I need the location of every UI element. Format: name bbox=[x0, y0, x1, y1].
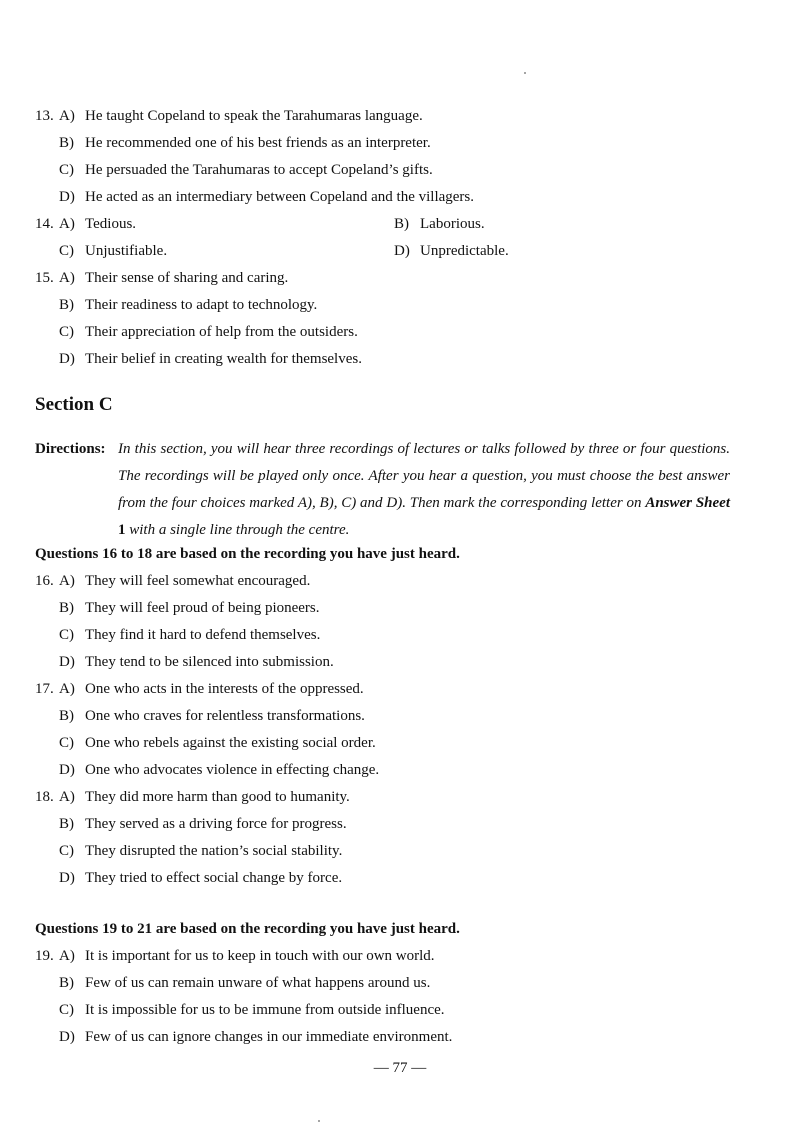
option-text: They tend to be silenced into submission. bbox=[85, 654, 334, 670]
option-text: Their sense of sharing and caring. bbox=[85, 270, 289, 286]
option-letter: D) bbox=[59, 1029, 75, 1045]
option-text: They did more harm than good to humanity. bbox=[85, 789, 350, 805]
option-text: Unjustifiable. bbox=[85, 243, 168, 259]
option-text: He recommended one of his best friends as an interpreter. bbox=[85, 135, 431, 151]
option-letter: D) bbox=[59, 870, 75, 886]
option-text: They tried to effect social change by force. bbox=[85, 870, 343, 886]
q19-option-c bbox=[59, 997, 445, 1024]
question-number: 19. bbox=[35, 948, 54, 964]
option-letter: D) bbox=[59, 351, 75, 367]
directions-part1: In this section, you will hear three recordings of lectures or talks followed by three or four questions. The recordings will be played only once. After you hear a question, you must choose the best answer from the four choices marked A), B), C) and D). Then mark the corresponding letter on bbox=[118, 441, 730, 511]
option-text: Few of us can ignore changes in our immediate environment. bbox=[85, 1029, 453, 1045]
q18-option-b bbox=[59, 811, 347, 838]
question-number: 14. bbox=[35, 216, 54, 232]
q19-option-d bbox=[59, 1024, 452, 1051]
option-letter: D) bbox=[59, 762, 75, 778]
option-text: It is impossible for us to be immune from outside influence. bbox=[85, 1002, 445, 1018]
option-letter: A) bbox=[59, 948, 75, 964]
option-letter: B) bbox=[59, 297, 74, 313]
option-text: Their belief in creating wealth for themselves. bbox=[85, 351, 362, 367]
question-number: 16. bbox=[35, 573, 54, 589]
option-text: They will feel proud of being pioneers. bbox=[85, 600, 320, 616]
group2-heading: Questions 19 to 21 are based on the recording you have just heard. bbox=[35, 921, 460, 937]
option-text: He taught Copeland to speak the Tarahumaras language. bbox=[85, 108, 423, 124]
directions-label: Directions: bbox=[35, 441, 106, 457]
option-letter: C) bbox=[59, 1002, 74, 1018]
q13-option-d bbox=[59, 184, 474, 211]
option-text: They find it hard to defend themselves. bbox=[85, 627, 321, 643]
q17-option-b bbox=[59, 703, 365, 730]
option-letter: B) bbox=[394, 216, 409, 232]
scan-speck bbox=[524, 72, 526, 74]
option-letter: B) bbox=[59, 708, 74, 724]
q16-option-b bbox=[59, 595, 320, 622]
answer-sheet-label: Answer Sheet bbox=[645, 495, 730, 511]
option-letter: B) bbox=[59, 135, 74, 151]
option-text: Their appreciation of help from the outsiders. bbox=[85, 324, 358, 340]
option-text: Their readiness to adapt to technology. bbox=[85, 297, 318, 313]
option-letter: A) bbox=[59, 573, 75, 589]
option-letter: B) bbox=[59, 975, 74, 991]
question-number: 13. bbox=[35, 108, 54, 124]
option-text: One who craves for relentless transformations. bbox=[85, 708, 365, 724]
q15-option-d bbox=[59, 346, 362, 373]
q14-option-c bbox=[59, 238, 167, 265]
q16-option-c bbox=[59, 622, 320, 649]
option-letter: B) bbox=[59, 816, 74, 832]
q18-option-c bbox=[59, 838, 342, 865]
option-letter: C) bbox=[59, 843, 74, 859]
option-letter: C) bbox=[59, 735, 74, 751]
option-text: Few of us can remain unware of what happens around us. bbox=[85, 975, 431, 991]
question-number: 17. bbox=[35, 681, 54, 697]
question-number: 15. bbox=[35, 270, 54, 286]
option-letter: A) bbox=[59, 108, 75, 124]
page-number: — 77 — bbox=[373, 1060, 427, 1076]
option-text: One who advocates violence in effecting change. bbox=[85, 762, 380, 778]
q18-option-d bbox=[59, 865, 342, 892]
option-letter: B) bbox=[59, 600, 74, 616]
option-text: Tedious. bbox=[85, 216, 137, 232]
option-text: They will feel somewhat encouraged. bbox=[85, 573, 311, 589]
option-text: They served as a driving force for progress. bbox=[85, 816, 347, 832]
q13-option-c bbox=[59, 157, 433, 184]
question-13 bbox=[35, 103, 423, 130]
option-text: Unpredictable. bbox=[420, 243, 509, 259]
option-text: It is important for us to keep in touch with our own world. bbox=[85, 948, 435, 964]
q15-option-b bbox=[59, 292, 317, 319]
q17-option-d bbox=[59, 757, 379, 784]
directions-text bbox=[118, 436, 730, 544]
option-letter: A) bbox=[59, 681, 75, 697]
answer-sheet-number: 1 bbox=[118, 522, 126, 538]
q13-option-b bbox=[59, 130, 431, 157]
option-letter: C) bbox=[59, 627, 74, 643]
q16-option-d bbox=[59, 649, 334, 676]
option-letter: D) bbox=[394, 243, 410, 259]
q14-option-d bbox=[394, 238, 509, 265]
option-text: He acted as an intermediary between Copeland and the villagers. bbox=[85, 189, 475, 205]
option-letter: A) bbox=[59, 270, 75, 286]
group1-heading: Questions 16 to 18 are based on the recording you have just heard. bbox=[35, 546, 460, 562]
option-letter: A) bbox=[59, 216, 75, 232]
option-text: One who rebels against the existing social order. bbox=[85, 735, 376, 751]
option-letter: C) bbox=[59, 324, 74, 340]
scan-speck bbox=[318, 1120, 320, 1122]
question-19 bbox=[35, 943, 435, 970]
option-letter: C) bbox=[59, 243, 74, 259]
option-letter: A) bbox=[59, 789, 75, 805]
question-17 bbox=[35, 676, 364, 703]
q15-option-c bbox=[59, 319, 358, 346]
question-16 bbox=[35, 568, 310, 595]
q17-option-c bbox=[59, 730, 376, 757]
option-text: Laborious. bbox=[420, 216, 485, 232]
option-text: He persuaded the Tarahumaras to accept Copeland’s gifts. bbox=[85, 162, 433, 178]
option-letter: C) bbox=[59, 162, 74, 178]
q14-option-b bbox=[394, 211, 485, 238]
question-15 bbox=[35, 265, 288, 292]
question-18 bbox=[35, 784, 350, 811]
option-letter: D) bbox=[59, 189, 75, 205]
question-14 bbox=[35, 211, 136, 238]
option-text: They disrupted the nation’s social stability. bbox=[85, 843, 343, 859]
question-number: 18. bbox=[35, 789, 54, 805]
section-title: Section C bbox=[35, 394, 113, 415]
option-letter: D) bbox=[59, 654, 75, 670]
directions-part2: with a single line through the centre. bbox=[125, 522, 350, 538]
option-text: One who acts in the interests of the oppressed. bbox=[85, 681, 364, 697]
q19-option-b bbox=[59, 970, 430, 997]
